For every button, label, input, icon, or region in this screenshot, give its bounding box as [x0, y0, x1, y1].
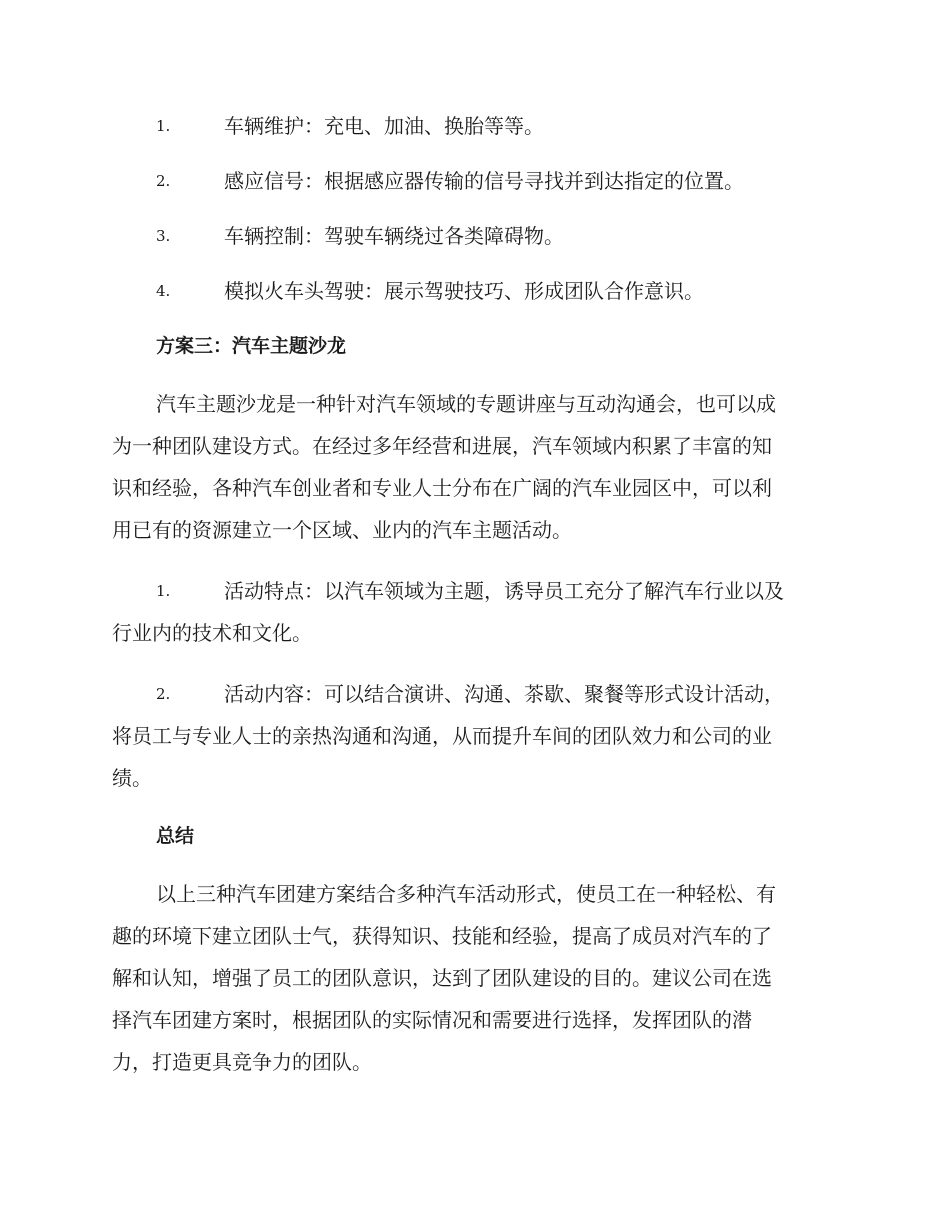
- list-item: [112, 218, 832, 254]
- list-one: [112, 108, 832, 309]
- paragraph-line: 汽车主题沙龙是一种针对汽车领域的专题讲座与互动沟通会，也可以成: [156, 392, 776, 416]
- paragraph-line: 以上三种汽车团建方案结合多种汽车活动形式，使员工在一种轻松、有: [156, 882, 776, 906]
- list-item-number: 1.: [156, 582, 171, 600]
- list-item: [112, 673, 832, 799]
- section-heading: 方案三：汽车主题沙龙: [156, 335, 347, 357]
- paragraph-line: 趣的环境下建立团队士气，获得知识、技能和经验，提高了成员对汽车的了: [112, 924, 772, 948]
- list-item-number: 2.: [156, 685, 171, 703]
- paragraph-line: 力，打造更具竞争力的团队。: [112, 1050, 372, 1074]
- summary-heading: 总结: [156, 825, 195, 847]
- list-item-number: 4.: [156, 282, 171, 300]
- paragraph-line: 解和认知，增强了员工的团队意识，达到了团队建设的目的。建议公司在选: [112, 966, 772, 990]
- list-item: [112, 163, 832, 199]
- paragraph-line: 为一种团队建设方式。在经过多年经营和进展，汽车领域内积累了丰富的知: [112, 434, 772, 458]
- list-item-number: 1.: [156, 117, 171, 135]
- paragraph-line: 识和经验，各种汽车创业者和专业人士分布在广阔的汽车业园区中，可以利: [112, 476, 772, 500]
- document-page: [112, 108, 832, 1102]
- list-item: [112, 108, 832, 144]
- list-item-text-continued: 绩。: [112, 766, 152, 790]
- list-item-text: 模拟火车头驾驶：展示驾驶技巧、形成团队合作意识。: [224, 279, 704, 303]
- list-item-text: 感应信号：根据感应器传输的信号寻找并到达指定的位置。: [224, 169, 744, 193]
- paragraph-line: 用已有的资源建立一个区域、业内的汽车主题活动。: [112, 518, 572, 542]
- list-item-number: 3.: [156, 227, 171, 245]
- list-item-text-continued: 将员工与专业人士的亲热沟通和沟通，从而提升车间的团队效力和公司的业: [112, 724, 772, 748]
- list-item: [112, 570, 832, 654]
- paragraph-line: 择汽车团建方案时，根据团队的实际情况和需要进行选择，发挥团队的潜: [112, 1008, 752, 1032]
- summary-paragraph: [112, 873, 832, 1083]
- section-paragraph: [112, 383, 832, 551]
- list-item-text: 车辆维护：充电、加油、换胎等等。: [224, 114, 544, 138]
- list-item: [112, 273, 832, 309]
- list-item-text: 活动内容：可以结合演讲、沟通、茶歇、聚餐等形式设计活动，: [224, 682, 784, 706]
- list-item-number: 2.: [156, 172, 171, 190]
- list-item-text: 活动特点：以汽车领域为主题，诱导员工充分了解汽车行业以及: [224, 579, 784, 603]
- list-item-text-continued: 行业内的技术和文化。: [112, 621, 312, 645]
- list-item-text: 车辆控制：驾驶车辆绕过各类障碍物。: [224, 224, 564, 248]
